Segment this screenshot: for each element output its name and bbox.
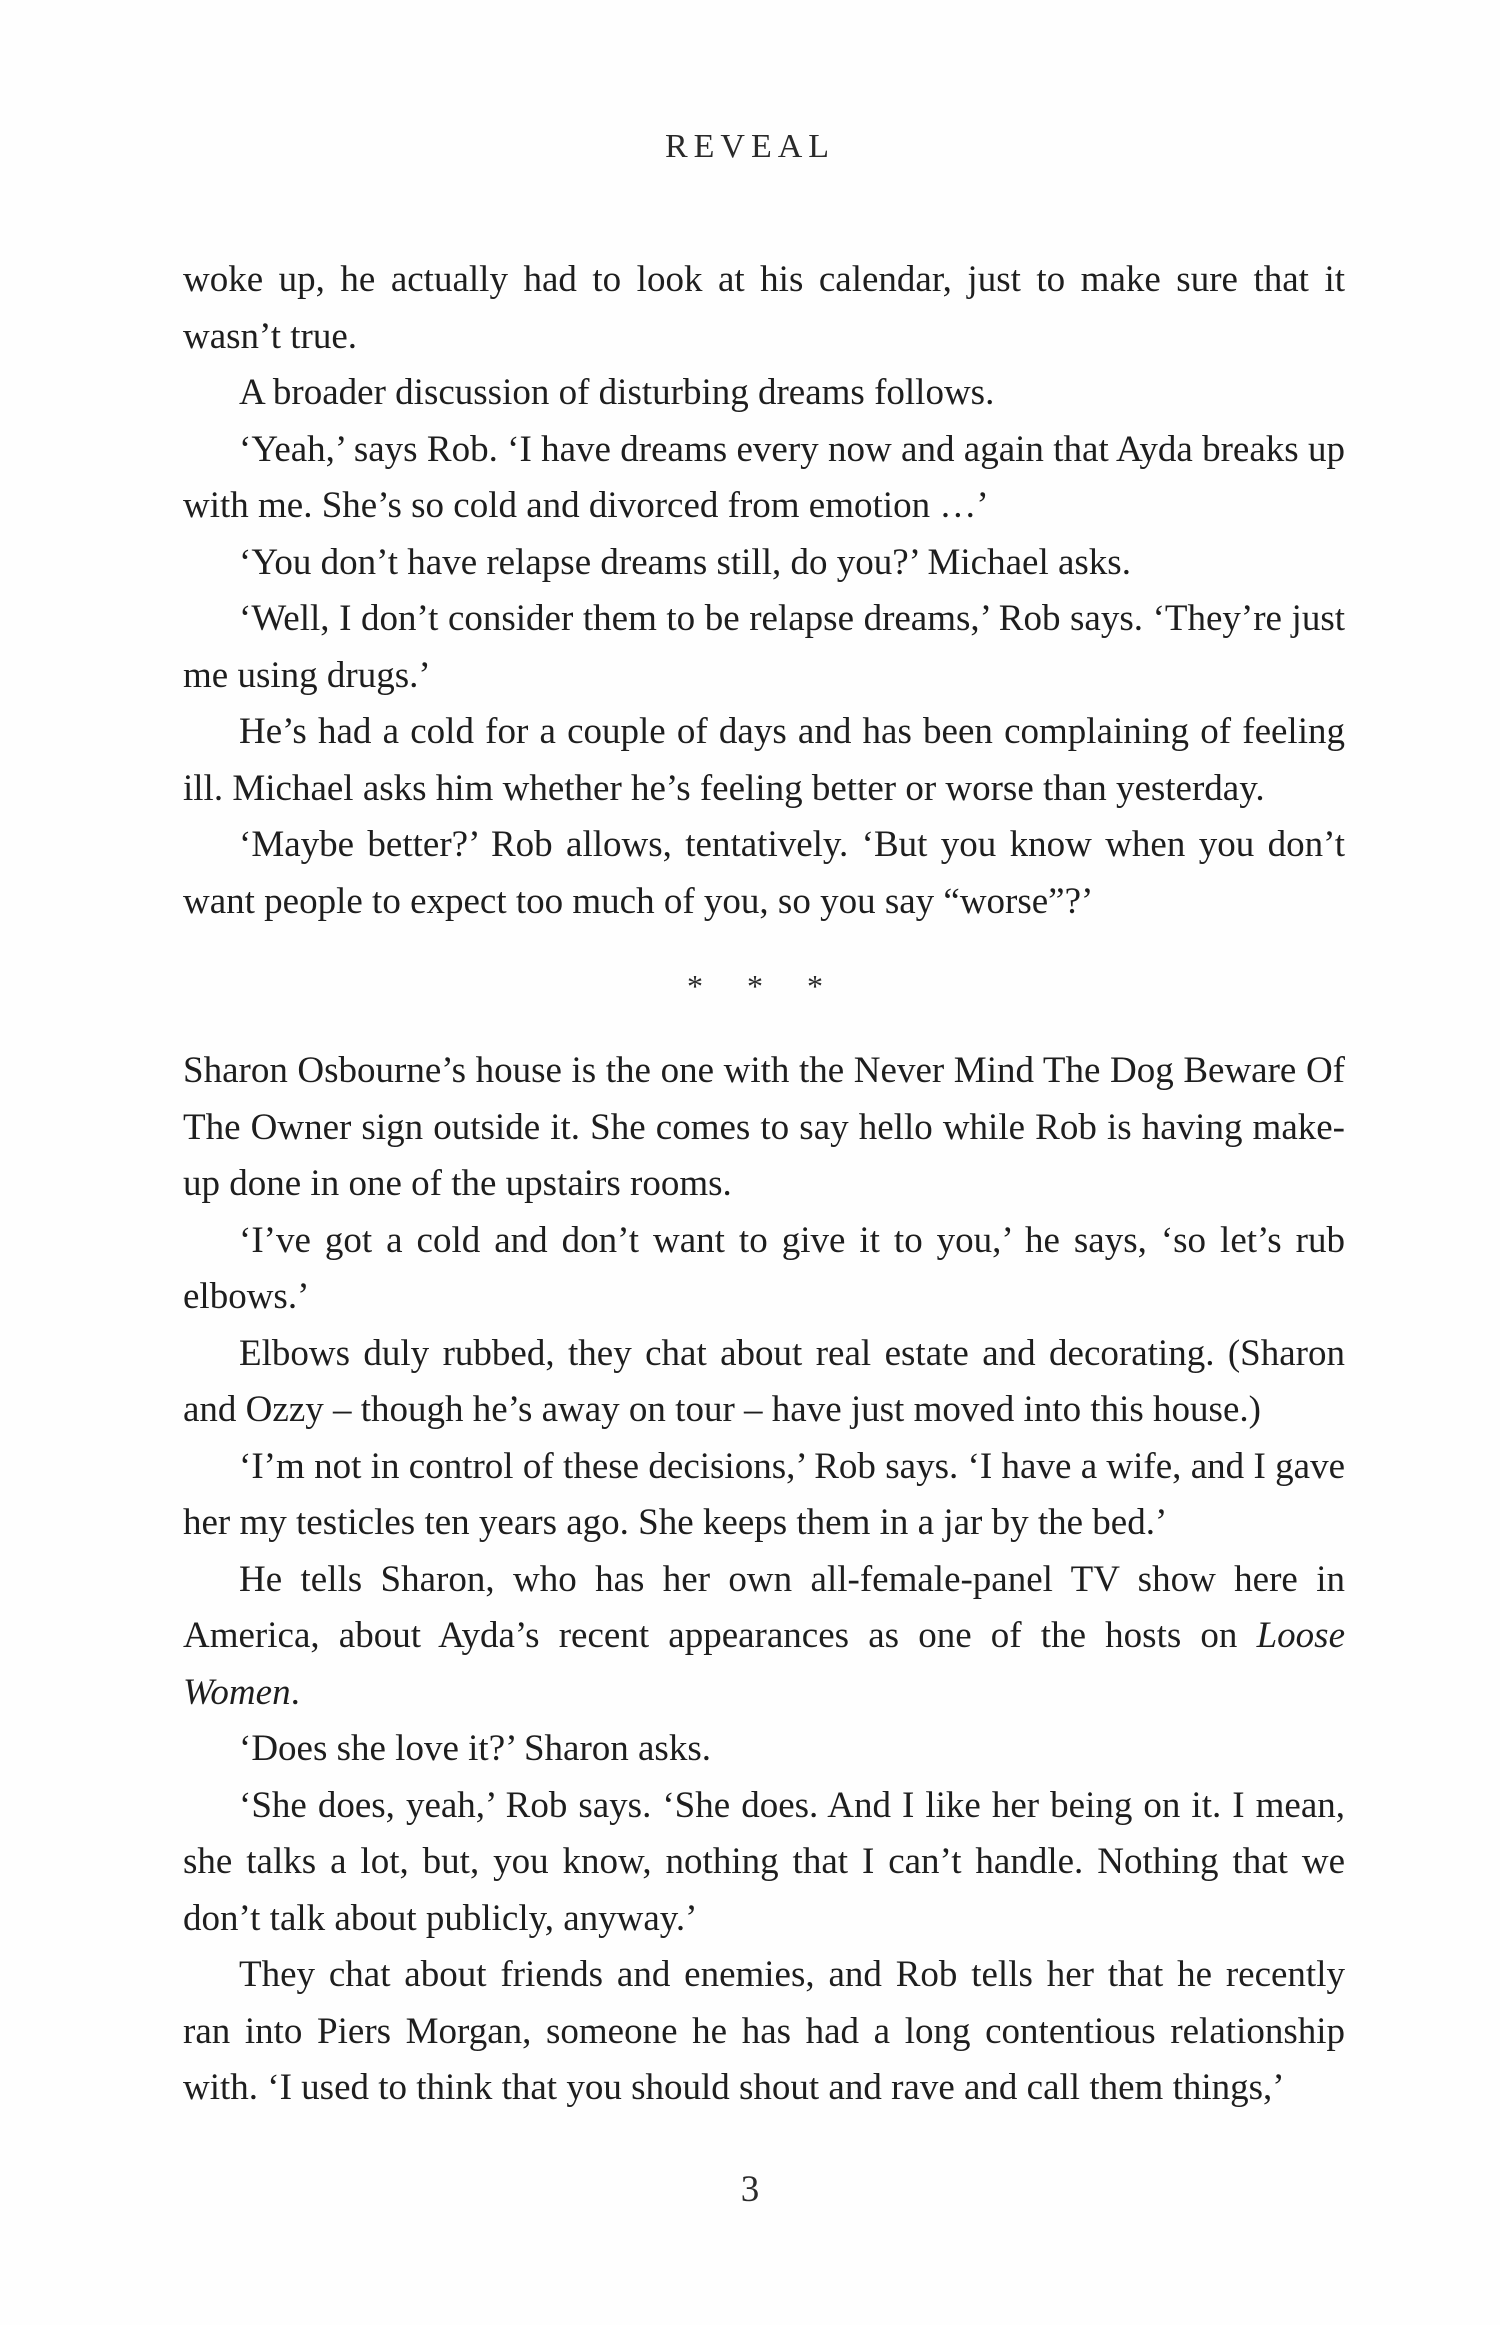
paragraph: ‘I’m not in control of these decisions,’ Rob says. ‘I have a wife, and I gave her my testicles ten years ago. She keeps them in a jar by the bed.’ [183, 1445, 1345, 1543]
paragraph: ‘Maybe better?’ Rob allows, tentatively. ‘But you know when you don’t want people to expect too much of you, so you say “worse”?’ [183, 824, 1345, 922]
paragraph: He’s had a cold for a couple of days and has been complaining of feeling ill. Michael asks him whether he’s feeling better or worse than yesterday. [183, 711, 1345, 809]
body-text [183, 252, 1345, 2117]
paragraph: ‘I’ve got a cold and don’t want to give it to you,’ he says, ‘so let’s rub elbows.’ [183, 1219, 1345, 1317]
running-head: REVEAL [664, 128, 836, 165]
paragraph: ‘Yeah,’ says Rob. ‘I have dreams every now and again that Ayda breaks up with me. She’s so cold and divorced from emotion …’ [183, 428, 1345, 526]
paragraph: Sharon Osbourne’s house is the one with the Never Mind The Dog Beware Of The Owner sign outside it. She comes to say hello while Rob is having make-up done in one of the upstairs rooms. [183, 1050, 1345, 1204]
paragraph: A broader discussion of disturbing dreams follows. [239, 372, 995, 413]
paragraph-with-show-title [183, 1552, 1345, 1722]
paragraph: ‘You don’t have relapse dreams still, do you?’ Michael asks. [239, 541, 1131, 583]
paragraph: They chat about friends and enemies, and Rob tells her that he recently ran into Piers Morgan, someone he has had a long contentious relationship with. ‘I used to think that you should shout and rave and call them things,’ [183, 1954, 1345, 2108]
paragraph: ‘Well, I don’t consider them to be relapse dreams,’ Rob says. ‘They’re just me using drugs.’ [183, 598, 1345, 696]
paragraph-text: He tells Sharon, who has her own all-female-panel TV show here in America, about Ayda’s recent appearances as one of the hosts on [183, 1558, 1345, 1656]
page-number: 3 [740, 2169, 760, 2210]
scene-break: * * * [687, 968, 841, 1004]
paragraph: ‘She does, yeah,’ Rob says. ‘She does. And I like her being on it. I mean, she talks a lot, but, you know, nothing that I can’t handle. Nothing that we don’t talk about publicly, anyway.’ [183, 1784, 1345, 1939]
paragraph: Elbows duly rubbed, they chat about real estate and decorating. (Sharon and Ozzy – though he’s away on tour – have just moved into this house.) [183, 1332, 1345, 1430]
show-title: Loose Women [183, 1615, 1345, 1713]
paragraph: woke up, he actually had to look at his calendar, just to make sure that it wasn’t true. [183, 259, 1345, 357]
paragraph-text: . [290, 1671, 300, 1713]
paragraph: ‘Does she love it?’ Sharon asks. [239, 1728, 711, 1769]
